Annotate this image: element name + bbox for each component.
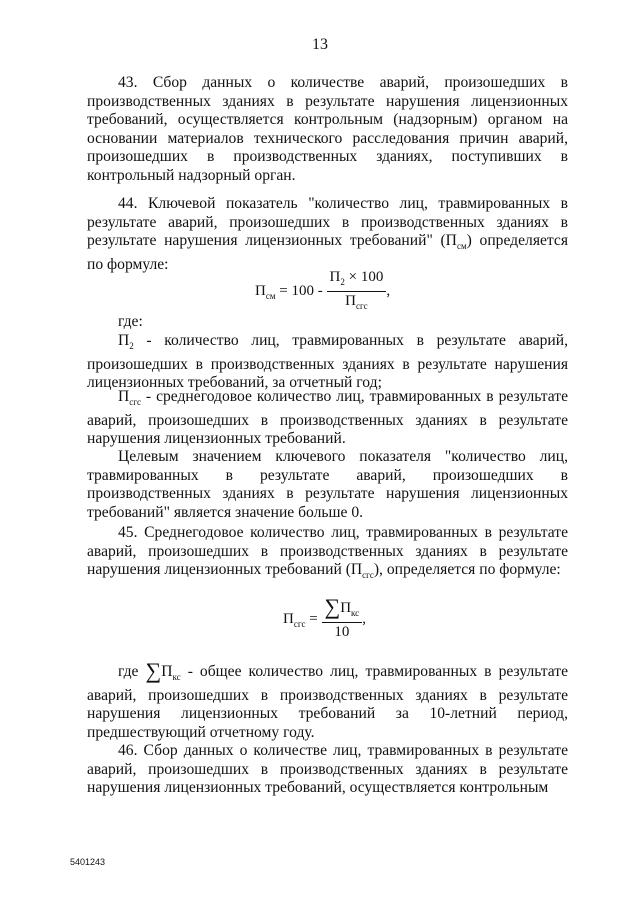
formula-psm-fraction: [327, 268, 387, 315]
where-label: где:: [118, 313, 143, 330]
formula-psm: [255, 268, 390, 315]
paragraph-45: 45. Среднегодовое количество лиц, травмированных в результате аварий, произошедших в производственных зданиях в результате нарушения лицензионных требований $(П_{сгс})$, определяется по формуле:: [87, 524, 568, 581]
sigma-icon: ∑: [324, 594, 341, 619]
formula-psm-denominator: $П_{сгс}$: [345, 293, 368, 311]
paragraph-44-text: 44. Ключевой показатель "количество лиц, травмированных в результате аварий, произошедших в производственных зданиях в результате нарушения лицензионных требований" (П: [87, 195, 568, 250]
formula-psgs-denominator: 10: [334, 624, 350, 640]
paragraph-43: 43. Сбор данных о количестве аварий, произошедших в производственных зданиях в результате нарушения лицензионных требований, осуществляется контрольным (надзорным) органом на основании материалов технического расследования причин аварий, произошедших в производственных зданиях, поступивших в контрольный надзорный орган.: [87, 74, 568, 184]
formula-psm-lhs: $П_{см}$: [255, 282, 276, 301]
formula-psgs-numerator: $\sum П_{кс}$: [322, 598, 363, 623]
formula-psm-numerator: $П_2 \times 100$: [327, 268, 387, 292]
formula-psgs: [283, 594, 366, 641]
formula-psgs-tail: ,: [362, 610, 366, 627]
where-sum-definition: где $\sum П_{кс}$ - общее количество лиц, травмированных в результате аварий, произошедших в производственных зданиях в результате нарушения лицензионных требований за 10-летний период, предшествующий отчетному году.: [87, 658, 568, 741]
definition-p2: $П_2$ - количество лиц, травмированных в результате аварий, произошедших в производственных зданиях в результате нарушения лицензионных требований, за отчетный год;: [87, 332, 568, 392]
target-value-paragraph: Целевым значением ключевого показателя "количество лиц, травмированных в результате аварий, произошедших в производственных зданиях в результате нарушения лицензионных требований" является значение больше 0.: [87, 448, 568, 521]
paragraph-46: 46. Сбор данных о количестве лиц, травмированных в результате аварий, произошедших в производственных зданиях в результате нарушения лицензионных требований, осуществляется контрольным: [87, 742, 568, 797]
document-code: 5401243: [70, 857, 106, 867]
paragraph-44-tail: ) определяется по формуле:: [87, 232, 569, 273]
formula-psm-tail: ,: [386, 282, 391, 299]
formula-psgs-eq: =: [305, 610, 322, 627]
definition-psgs: $П_{сгс}$ - среднегодовое количество лиц, травмированных в результате аварий, произошедших в производственных зданиях в результате нарушения лицензионных требований.: [87, 388, 568, 448]
page-number: 13: [312, 36, 328, 53]
paragraph-44-subscript: см: [456, 241, 467, 252]
formula-psm-eq: = 100 -: [275, 282, 327, 299]
formula-psgs-fraction: [322, 594, 363, 641]
sigma-icon: ∑: [145, 658, 162, 683]
paragraph-44: [87, 195, 568, 274]
formula-psgs-lhs: $П_{сгс}$: [283, 610, 306, 629]
